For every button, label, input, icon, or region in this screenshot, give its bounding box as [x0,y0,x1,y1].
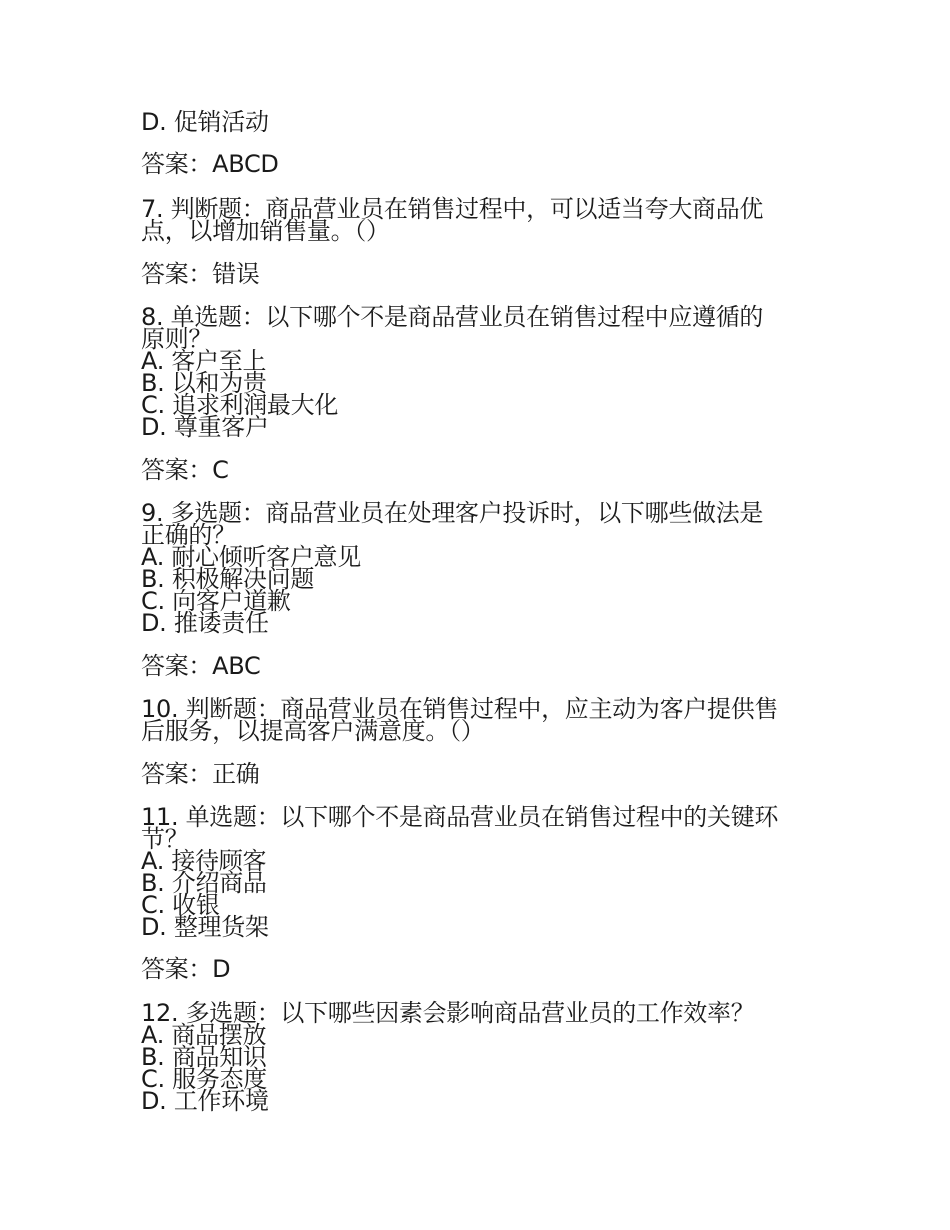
option-line: D. 尊重客户 [141,413,269,441]
option-line: B. 积极解决问题 [141,565,315,593]
answer-line: 答案：正确 [141,760,260,788]
question-line: 7. 判断题：商品营业员在销售过程中，可以适当夸大商品优 [141,195,764,223]
option-line: A. 客户至上 [141,347,267,375]
question-line: 正确的？ [141,521,236,549]
question-line: 后服务，以提高客户满意度。（） [141,717,485,745]
question-line: 8. 单选题：以下哪个不是商品营业员在销售过程中应遵循的 [141,303,764,331]
question-line: 11. 单选题：以下哪个不是商品营业员在销售过程中的关键环 [141,803,779,831]
question-line: 节？ [141,825,189,853]
option-line: D. 推诿责任 [141,609,269,637]
option-line: D. 工作环境 [141,1087,269,1115]
option-line: A. 耐心倾听客户意见 [141,543,361,571]
question-line: 9. 多选题：商品营业员在处理客户投诉时，以下哪些做法是 [141,499,764,527]
option-line: C. 服务态度 [141,1065,267,1093]
question-line: 点，以增加销售量。（） [141,217,390,245]
question-line: 原则？ [141,325,213,353]
option-line: A. 接待顾客 [141,847,267,875]
option-line: D. 整理货架 [141,913,269,941]
option-line: D. 促销活动 [141,108,269,136]
option-line: C. 向客户道歉 [141,587,291,615]
answer-line: 答案：错误 [141,260,260,288]
option-line: B. 以和为贵 [141,369,267,397]
option-line: B. 商品知识 [141,1043,267,1071]
option-line: C. 追求利润最大化 [141,391,339,419]
answer-line: 答案：ABC [141,652,261,680]
option-line: C. 收银 [141,891,220,919]
answer-line: 答案：C [141,456,229,484]
answer-line: 答案：D [141,955,231,983]
option-line: A. 商品摆放 [141,1021,267,1049]
question-line: 10. 判断题：商品营业员在销售过程中，应主动为客户提供售 [141,695,779,723]
answer-line: 答案：ABCD [141,150,279,178]
question-line: 12. 多选题：以下哪些因素会影响商品营业员的工作效率？ [141,999,755,1027]
option-line: B. 介绍商品 [141,869,267,897]
